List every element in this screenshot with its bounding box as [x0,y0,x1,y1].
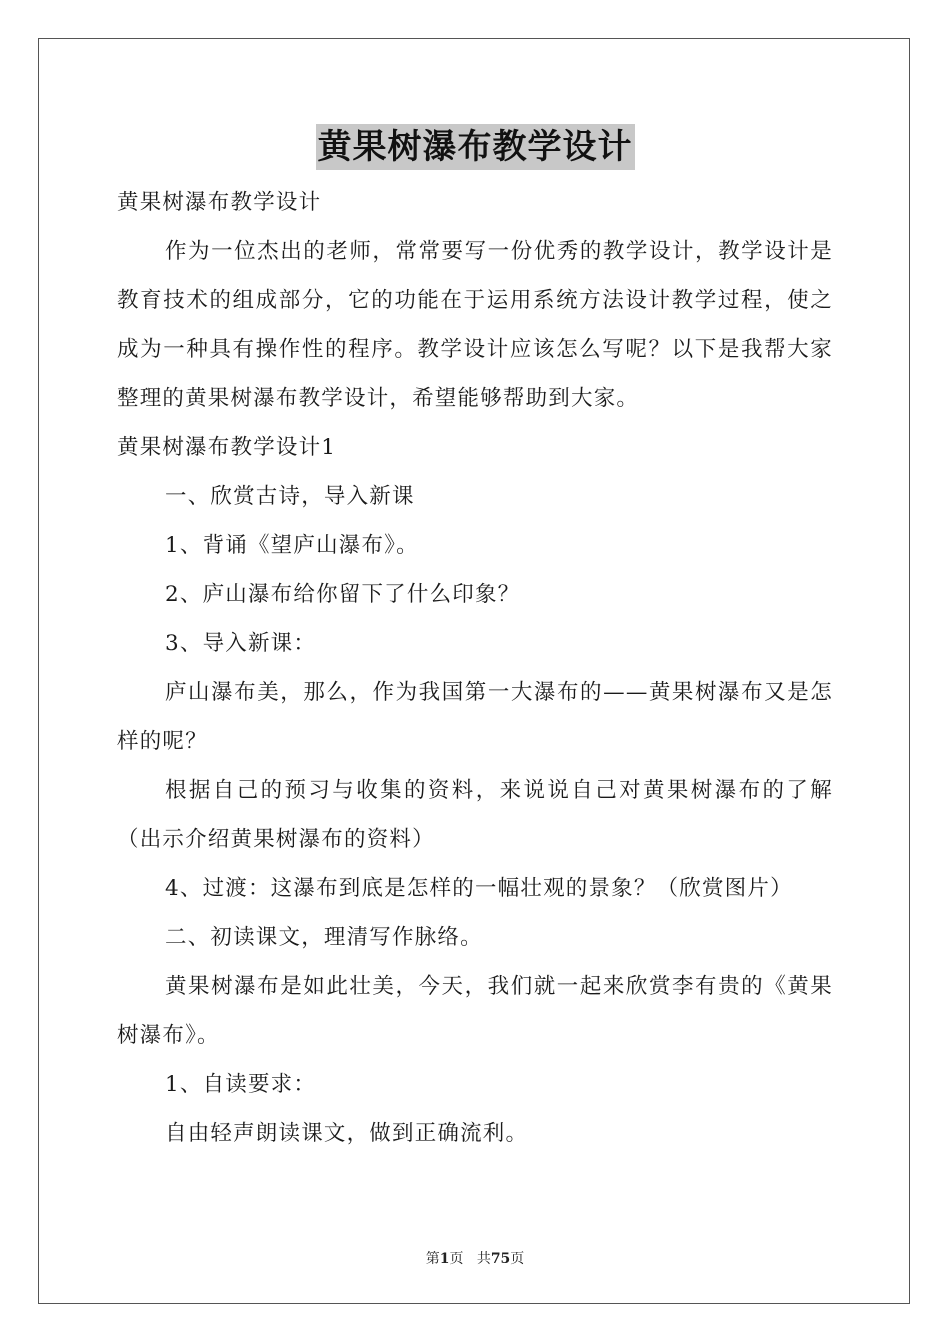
document-title: 黄果树瀑布教学设计 [316,124,635,170]
section-heading: 黄果树瀑布教学设计1 [117,435,337,460]
body-paragraph: 根据自己的预习与收集的资料，来说说自己对黄果树瀑布的了解（出示介绍黄果树瀑布的资料） [117,778,833,852]
page-footer [0,1248,950,1268]
step-heading-1: 一、欣赏古诗，导入新课 [165,484,415,509]
footer-page-prefix: 第 [425,1251,440,1267]
list-item: 2、庐山瀑布给你留下了什么印象？ [165,582,521,607]
footer-total-prefix: 共 [476,1251,491,1267]
document-body [117,178,833,1158]
list-item: 1、自读要求： [165,1072,317,1097]
footer-page-suffix: 页 [449,1251,464,1267]
step-heading-2: 二、初读课文，理清写作脉络。 [165,925,483,950]
footer-page-number: 1 [439,1251,450,1267]
body-paragraph: 自由轻声朗读课文，做到正确流利。 [165,1121,529,1146]
footer-total-pages: 75 [490,1251,511,1267]
intro-paragraph: 作为一位杰出的老师，常常要写一份优秀的教学设计，教学设计是教育技术的组成部分，它的功能在于运用系统方法设计教学过程，使之成为一种具有操作性的程序。教学设计应该怎么写呢？以下是我帮大家整理的黄果树瀑布教学设计，希望能够帮助到大家。 [117,239,833,411]
list-item: 3、导入新课： [165,631,317,656]
title-container [0,124,950,170]
footer-total-suffix: 页 [510,1251,525,1267]
body-paragraph: 庐山瀑布美，那么，作为我国第一大瀑布的——黄果树瀑布又是怎样的呢？ [117,680,833,754]
list-item: 4、过渡：这瀑布到底是怎样的一幅壮观的景象？（欣赏图片） [165,876,793,901]
body-paragraph: 黄果树瀑布是如此壮美，今天，我们就一起来欣赏李有贵的《黄果树瀑布》。 [117,974,833,1048]
subtitle-paragraph: 黄果树瀑布教学设计 [117,190,322,215]
list-item: 1、背诵《望庐山瀑布》。 [165,533,419,558]
